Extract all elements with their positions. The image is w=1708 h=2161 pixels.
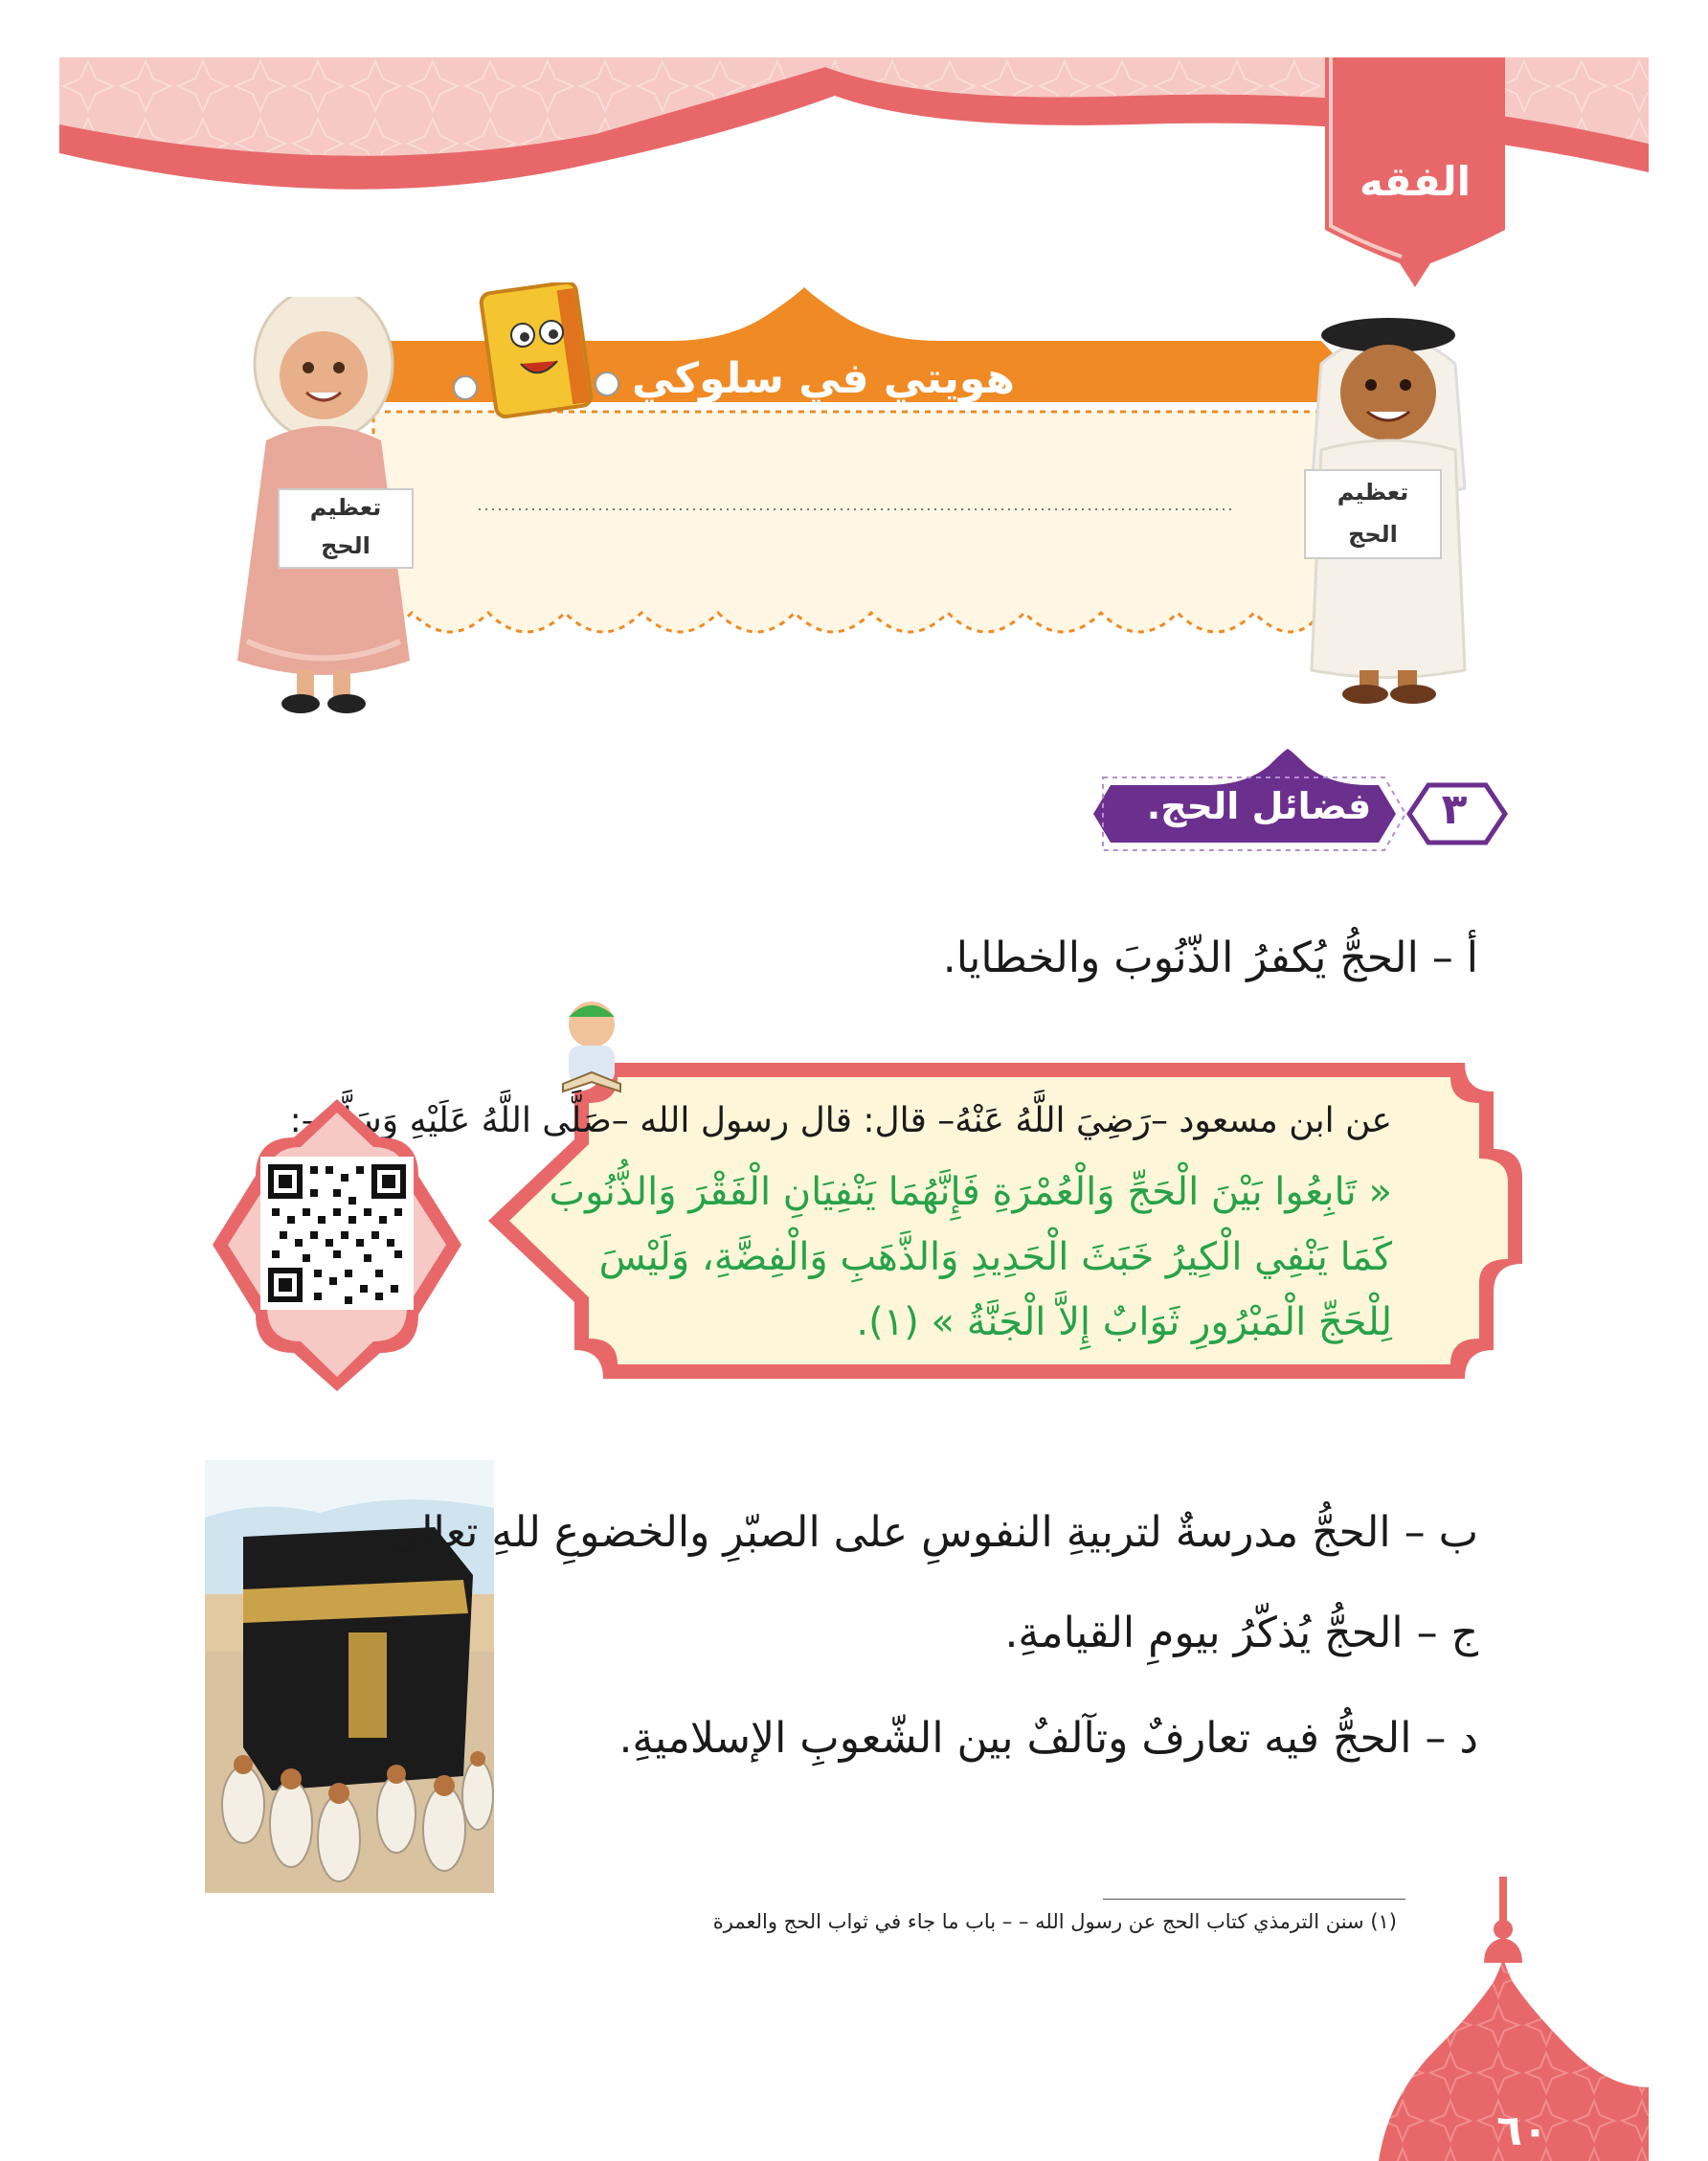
footnote-rule: [1103, 1899, 1405, 1900]
reading-boy-illustration: [544, 996, 640, 1101]
point-c: ج – الحجُّ يُذكّرُ بيومِ القيامةِ.: [1004, 1609, 1478, 1657]
hadith-line-3: لِلْحَجِّ الْمَبْرُورِ ثَوَابٌ إِلاَّ الْجَنَّةُ » (١).: [856, 1300, 1392, 1344]
boy-sign-line1: تعظيم: [1337, 479, 1409, 506]
girl-sign-line1: تعظيم: [309, 494, 382, 521]
footnote: (١) سنن الترمذي كتاب الحج عن رسول الله – – باب ما جاء في ثواب الحج والعمرة: [712, 1910, 1397, 1933]
book-mascot-illustration: [450, 282, 622, 421]
girl-sign-line2: الحج: [321, 532, 371, 559]
point-a: أ – الحجُّ يُكفرُ الذّنُوبَ والخطايا.: [942, 934, 1478, 982]
activity-title: هويتي في سلوكي: [632, 354, 1015, 403]
section-title: فضائل الحج.: [1146, 785, 1372, 827]
subject-label: الفقه: [1359, 158, 1472, 205]
page-number: ٦٠: [1496, 2106, 1548, 2155]
section-number: ٣: [1441, 785, 1468, 834]
qr-code[interactable]: [213, 1099, 461, 1391]
point-d: د – الحجُّ فيه تعارفٌ وتآلفٌ بين الشّعوبِ الإسلاميةِ.: [618, 1714, 1478, 1763]
hadith-line-2: كَمَا يَنْفِي الْكِيرُ خَبَثَ الْحَدِيدِ وَالذَّهَبِ وَالْفِضَّةِ، وَلَيْسَ: [598, 1235, 1392, 1279]
hadith-line-1: « تَابِعُوا بَيْنَ الْحَجِّ وَالْعُمْرَةِ فَإِنَّهُمَا يَنْفِيَانِ الْفَقْرَ وَالذُّنُوبَ: [549, 1170, 1392, 1214]
point-b: ب – الحجُّ مدرسةٌ لتربيةِ النفوسِ على الصبّرِ والخضوعِ للهِ تعالى: [385, 1508, 1478, 1557]
hadith-intro: عن ابن مسعود –رَضِيَ اللَّهُ عَنْهُ– قال: قال رسول الله –صَلَّى اللَّهُ عَلَيْهِ وَسَلَّمَ–:: [289, 1101, 1392, 1140]
boy-sign-line2: الحج: [1348, 521, 1398, 548]
